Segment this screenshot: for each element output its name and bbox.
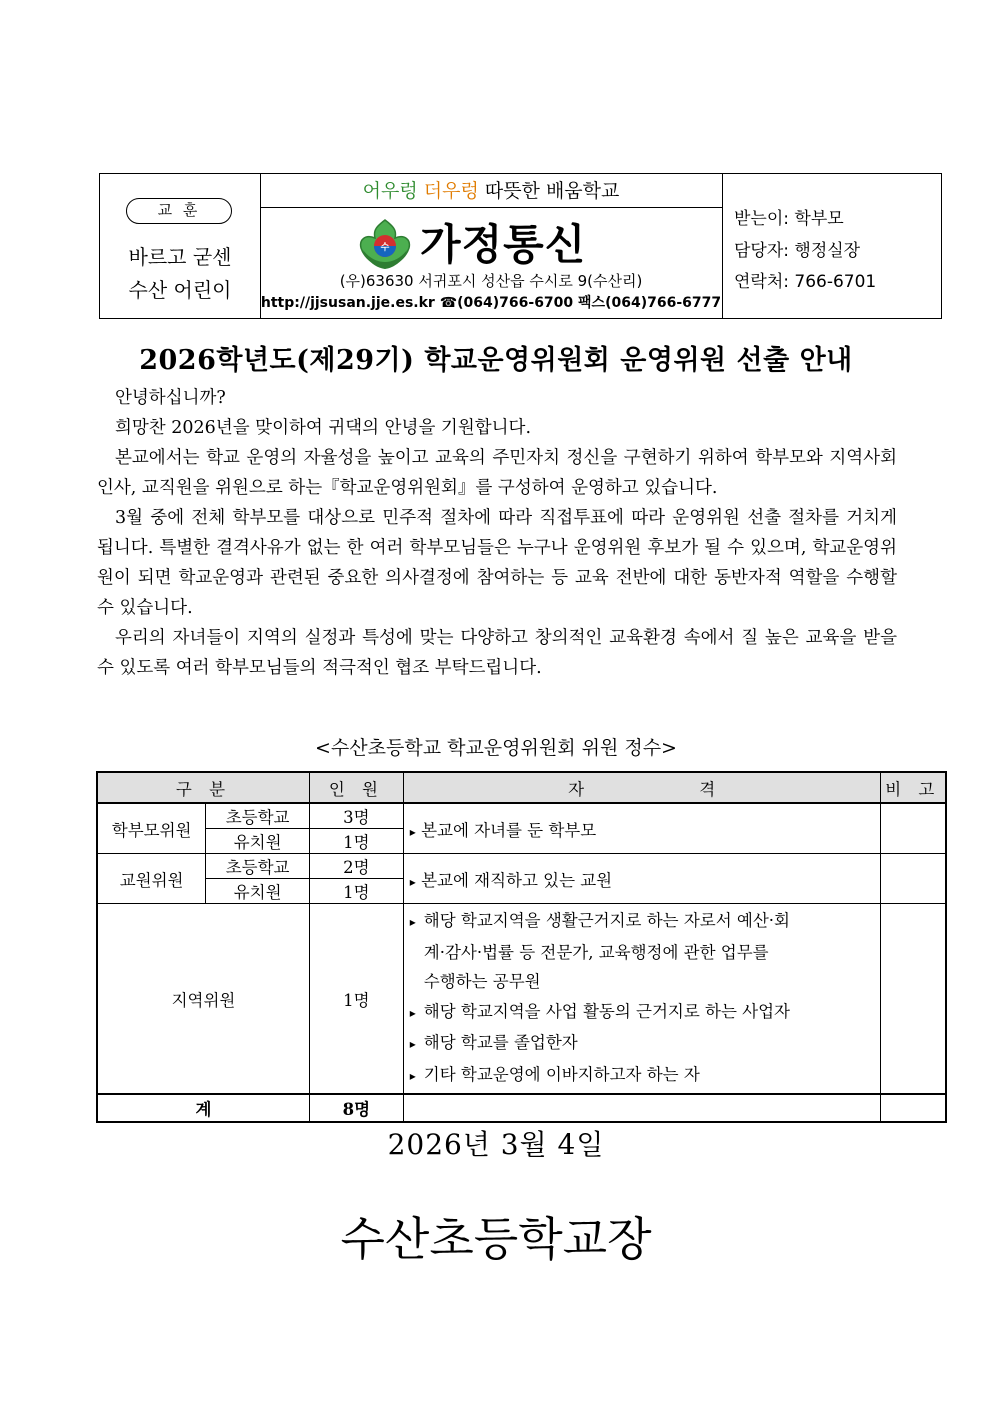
school-slogan bbox=[260, 174, 722, 208]
bullet-icon: ▸ bbox=[409, 874, 416, 889]
manager: 담당자: 행정실장 bbox=[734, 241, 861, 261]
parent-label: 학부모위원 bbox=[97, 803, 206, 854]
qualification-item bbox=[410, 906, 872, 997]
table-row bbox=[97, 803, 946, 829]
table-row bbox=[97, 904, 946, 1095]
newsletter-banner bbox=[260, 174, 722, 318]
motto-line-1: 바르고 굳센 bbox=[128, 245, 232, 269]
recipient-info bbox=[722, 174, 941, 318]
qualification-item bbox=[410, 1028, 872, 1060]
table-caption: <수산초등학교 학교운영위원회 위원 정수> bbox=[315, 737, 677, 759]
bullet-icon: ▸ bbox=[409, 824, 416, 839]
qualification-text: 해당 학교를 졸업한자 bbox=[423, 1033, 578, 1052]
parent-qualification bbox=[403, 803, 880, 854]
school-emblem-icon bbox=[355, 216, 415, 272]
teacher-label: 교원위원 bbox=[97, 854, 206, 904]
bullet-icon: ▸ bbox=[409, 1005, 416, 1020]
bullet-icon: ▸ bbox=[409, 1037, 416, 1051]
bullet-icon: ▸ bbox=[409, 1068, 416, 1083]
teacher-elem-count: 2명 bbox=[309, 854, 403, 879]
header-count: 인 원 bbox=[309, 772, 403, 803]
newsletter-header bbox=[99, 173, 942, 319]
parent-kinder-count: 1명 bbox=[309, 829, 403, 854]
teacher-kinder-count: 1명 bbox=[309, 879, 403, 904]
issue-date: 2026년 3월 4일 bbox=[387, 1128, 605, 1161]
total-note bbox=[880, 1094, 946, 1122]
qualification-text: 해당 학교지역을 사업 활동의 근거지로 하는 사업자 bbox=[423, 1001, 790, 1021]
community-label: 지역위원 bbox=[97, 904, 309, 1095]
paragraph: 우리의 자녀들이 지역의 실정과 특성에 맞는 다양하고 창의적인 교육환경 속에서 질 높은 교육을 받을 수 있도록 여러 학부모님들의 적극적인 협조 부탁드립니다. bbox=[97, 628, 897, 678]
school-motto bbox=[100, 174, 260, 318]
document-title: 2026학년도(제29기) 학교운영위원회 운영위원 선출 안내 bbox=[139, 345, 853, 376]
teacher-elem-label: 초등학교 bbox=[206, 854, 310, 879]
teacher-kinder-label: 유치원 bbox=[206, 879, 310, 904]
teacher-qualification bbox=[403, 854, 880, 904]
parent-kinder-label: 유치원 bbox=[206, 829, 310, 854]
paragraph: 희망찬 2026년을 맞이하여 귀댁의 안녕을 기원합니다. bbox=[115, 418, 532, 438]
school-address: (우)63630 서귀포시 성산읍 수시로 9(수산리) bbox=[339, 272, 643, 290]
qualification-item bbox=[410, 1060, 872, 1092]
header-note: 비 고 bbox=[880, 772, 946, 803]
qualification-text: 수행하는 공무원 bbox=[423, 972, 541, 991]
newsletter-title: 가정통신 bbox=[420, 220, 587, 269]
body-text bbox=[97, 383, 897, 683]
school-contact: http://jjsusan.jje.es.kr ☎(064)766-6700 팩스(064)766-6777 bbox=[260, 295, 722, 311]
total-qualification bbox=[403, 1094, 880, 1122]
slogan-part-2: 더우렁 bbox=[423, 180, 479, 202]
paragraph: 본교에서는 학교 운영의 자율성을 높이고 교육의 주민자치 정신을 구현하기 위하여 학부모와 지역사회 인사, 교직원을 위원으로 하는『학교운영위원회』를 구성하여 운영하고 있습니다. bbox=[97, 448, 897, 498]
svg-text:수: 수 bbox=[380, 243, 390, 253]
slogan-part-1: 어우렁 bbox=[362, 180, 418, 202]
slogan-part-3: 따뜻한 배움학교 bbox=[484, 180, 620, 202]
community-qualification bbox=[403, 904, 880, 1095]
community-count: 1명 bbox=[309, 904, 403, 1095]
teacher-note bbox=[880, 854, 946, 904]
bullet-icon: ▸ bbox=[409, 915, 416, 929]
community-note bbox=[880, 904, 946, 1095]
qualification-text: 해당 학교지역을 생활근거지로 하는 자로서 예산·회 bbox=[423, 911, 790, 930]
parent-qualification-text: 본교에 자녀를 둔 학부모 bbox=[421, 820, 597, 840]
parent-elem-count: 3명 bbox=[309, 803, 403, 829]
header-qualification bbox=[403, 772, 880, 803]
qualification-text: 계·감사·법률 등 전문가, 교육행정에 관한 업무를 bbox=[423, 942, 769, 962]
phone: 연락처: 766-6701 bbox=[734, 272, 877, 292]
motto-line-2: 수산 어린이 bbox=[128, 278, 232, 302]
parent-elem-label: 초등학교 bbox=[206, 803, 310, 829]
table-row bbox=[97, 854, 946, 879]
table-row-total bbox=[97, 1094, 946, 1122]
recipient: 받는이: 학부모 bbox=[734, 209, 844, 229]
motto-badge: 교 훈 bbox=[126, 198, 232, 224]
paragraph: 3월 중에 전체 학부모를 대상으로 민주적 절차에 따라 직접투표에 따라 운영위원 선출 절차를 거치게 됩니다. 특별한 결격사유가 없는 한 여러 학부모님들은 누구나 운영위원 후보가 될 수 있으며, 학교운영위원이 되면 학교운영과 관련된 중요한 의사결정에 참여하는 등 교육 전반에 대한 동반자적 역할을 수행할 수 있습니다. bbox=[97, 508, 897, 618]
qualification-item bbox=[410, 997, 872, 1029]
teacher-qualification-text: 본교에 재직하고 있는 교원 bbox=[421, 870, 613, 890]
parent-note bbox=[880, 803, 946, 854]
total-label: 계 bbox=[97, 1094, 309, 1122]
signer: 수산초등학교장 bbox=[340, 1212, 652, 1266]
total-count: 8명 bbox=[309, 1094, 403, 1122]
greeting: 안녕하십니까? bbox=[115, 388, 226, 408]
qualification-text: 기타 학교운영에 이바지하고자 하는 자 bbox=[423, 1064, 700, 1084]
header-qualification-text: 자 격 bbox=[568, 779, 716, 799]
committee-table bbox=[96, 771, 947, 1123]
header-category: 구 분 bbox=[97, 772, 309, 803]
